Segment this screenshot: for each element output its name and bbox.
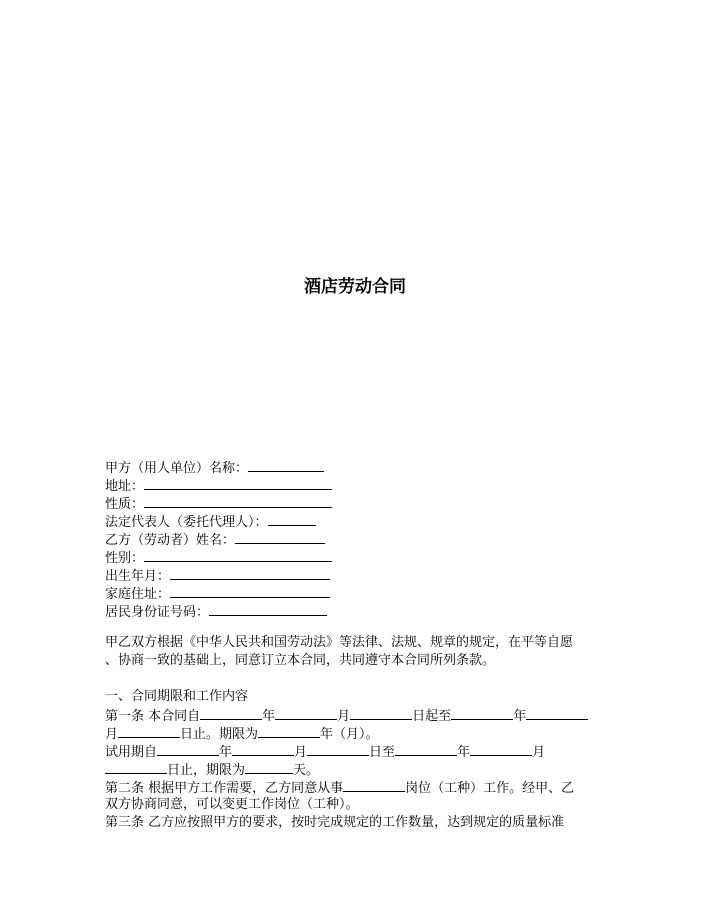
article-1-from-label: 日起至 [412, 709, 452, 724]
address-line [105, 476, 332, 496]
start-month-blank[interactable] [275, 706, 337, 720]
article-1-month-label: 月 [337, 709, 351, 724]
preamble-line-1: 甲乙双方根据《中华人民共和国劳动法》等法律、法规、规章的规定，在平等自愿 [105, 635, 574, 650]
party-b-name-label: 乙方（劳动者）姓名： [105, 533, 236, 548]
article-1-end-month-label: 月 [105, 727, 119, 742]
article-2-text: 第二条 根据甲方工作需要，乙方同意从事 [105, 781, 344, 796]
probation-line-1 [105, 742, 545, 762]
party-b-name-blank[interactable] [235, 530, 325, 544]
birth-label: 出生年月： [105, 569, 171, 584]
id-number-blank[interactable] [209, 602, 327, 616]
article-3-line-1: 第三条 乙方应按照甲方的要求，按时完成规定的工作数量，达到规定的质量标准 [105, 815, 565, 830]
probation-line-2 [105, 760, 319, 780]
birth-blank[interactable] [170, 566, 330, 580]
party-a-name-blank[interactable] [248, 458, 324, 472]
gender-label: 性别： [105, 551, 145, 566]
probation-days-blank[interactable] [245, 760, 293, 774]
nature-label: 性质： [105, 497, 145, 512]
article-1-end-year-label: 年 [513, 709, 527, 724]
start-day-blank[interactable] [350, 706, 412, 720]
article-1-line-1 [105, 706, 588, 726]
article-1-line-2 [105, 724, 379, 744]
probation-end-year-blank[interactable] [395, 742, 457, 756]
nature-blank[interactable] [144, 494, 332, 508]
article-2-line-2: 双方协商同意，可以变更工作岗位（工种）。 [105, 797, 359, 812]
nature-line [105, 494, 332, 514]
party-a-name-line [105, 458, 324, 478]
section-1-heading: 一、合同期限和工作内容 [105, 689, 249, 704]
probation-end-day-blank[interactable] [105, 760, 167, 774]
probation-start-month-blank[interactable] [232, 742, 294, 756]
end-day-blank[interactable] [118, 724, 180, 738]
probation-to-label: 日至 [369, 745, 396, 760]
document-title: 酒店劳动合同 [304, 277, 406, 297]
article-2-position-text: 岗位（工种）工作。经甲、乙 [405, 781, 575, 796]
start-year-blank[interactable] [200, 706, 262, 720]
probation-text: 试用期自 [105, 745, 158, 760]
article-1-year-label: 年 [262, 709, 276, 724]
probation-year-label: 年 [219, 745, 233, 760]
birth-line [105, 566, 330, 586]
id-number-label: 居民身份证号码： [105, 605, 210, 620]
address-blank[interactable] [144, 476, 332, 490]
legal-rep-line [105, 512, 316, 532]
gender-blank[interactable] [144, 548, 332, 562]
term-blank[interactable] [258, 724, 320, 738]
article-2-line-1 [105, 778, 574, 798]
probation-end-year-label: 年 [457, 745, 471, 760]
gender-line [105, 548, 332, 568]
legal-rep-label: 法定代表人（委托代理人）： [105, 515, 268, 530]
probation-start-day-blank[interactable] [307, 742, 369, 756]
home-address-line [105, 584, 330, 604]
id-number-line [105, 602, 327, 622]
probation-month-label: 月 [294, 745, 308, 760]
end-year-blank[interactable] [451, 706, 513, 720]
position-blank[interactable] [343, 778, 405, 792]
home-address-label: 家庭住址： [105, 587, 171, 602]
probation-term-label: 日止，期限为 [167, 763, 246, 778]
preamble-line-2: 、协商一致的基础上，同意订立本合同，共同遵守本合同所列条款。 [105, 653, 496, 668]
legal-rep-blank[interactable] [268, 512, 316, 526]
end-month-blank-a[interactable] [526, 706, 588, 720]
address-label: 地址： [105, 479, 145, 494]
home-address-blank[interactable] [170, 584, 330, 598]
party-b-name-line [105, 530, 325, 550]
party-a-name-label: 甲方（用人单位）名称： [105, 461, 249, 476]
probation-start-year-blank[interactable] [157, 742, 219, 756]
probation-days-unit: 天。 [293, 763, 320, 778]
article-1-term-label: 日止。期限为 [180, 727, 259, 742]
probation-end-month-label: 月 [532, 745, 546, 760]
article-1-text: 第一条 本合同自 [105, 709, 201, 724]
article-1-term-unit: 年（月）。 [320, 727, 379, 742]
probation-end-month-blank[interactable] [470, 742, 532, 756]
